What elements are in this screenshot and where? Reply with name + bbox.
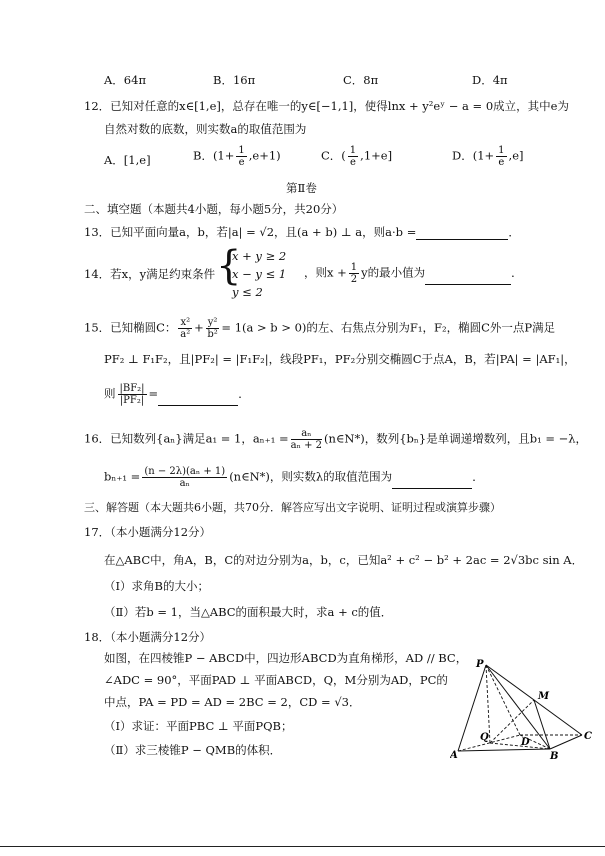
q17-part1: （Ⅰ）求角B的大小； — [104, 579, 209, 593]
q18-stem-2: ∠ADC = 90°，平面PAD ⊥ 平面ABCD，Q，M分别为AD，PC的 — [104, 673, 448, 687]
label-d: D — [521, 737, 530, 748]
fraction: $\frac{1}{e}$ — [349, 145, 357, 168]
q15-question: 则 $\frac{\text{|BF₂|}}{\text{|PF₂|}}$ = ． — [104, 383, 250, 406]
edge-mb — [534, 700, 550, 749]
q17-part2: （Ⅱ）若b = 1，当△ABC的面积最大时，求a + c的值． — [104, 605, 393, 619]
fraction: $\frac{1}{e}$ — [498, 145, 505, 168]
q14-constraint-3: y ≤ 2 — [232, 285, 263, 299]
part-title: 第Ⅱ卷 — [286, 181, 317, 195]
q14-stem-prefix: 14．若x，y满足约束条件 — [84, 267, 216, 281]
label-p: P — [476, 659, 484, 670]
q17-stem: 在△ABC中，角A，B，C的对边分别为a，b，c，已知a² + c² − b² + 2ac = 2√3bc sin A． — [104, 553, 584, 567]
answer-blank — [425, 272, 511, 285]
answer-blank — [158, 393, 238, 406]
pyramid-figure — [450, 655, 600, 765]
q12-option-b: B．(1+ $\frac{1}{e}$ ,e+1) — [193, 145, 281, 168]
edge-bc — [550, 735, 582, 749]
q11-option-c: C．8π — [343, 73, 379, 87]
section-heading-answer: 三、解答题（本大题共6小题，共70分．解答应写出文字说明、证明过程或演算步骤） — [84, 501, 501, 514]
q18-part1: （Ⅰ）求证：平面PBC ⊥ 平面PQB； — [104, 719, 293, 733]
q13-stem: 13．已知平面向量a，b，若|a| = √2，且(a + b) ⊥ a，则a·b = ． — [84, 225, 520, 239]
q17-heading: 17．（本小题满分12分） — [84, 525, 212, 539]
fraction: $\frac{\text{(n − 2λ)(aₙ + 1)}}{\text{aₙ}}$ — [144, 466, 226, 489]
fraction: $\frac{\text{y²}}{\text{b²}}$ — [207, 317, 218, 340]
fraction: $\frac{\text{|BF₂|}}{\text{|PF₂|}}$ — [119, 383, 145, 406]
label-b: B — [550, 751, 559, 762]
fraction: $\frac{1}{2}$ — [350, 262, 358, 285]
q14-constraint-1: x + y ≥ 2 — [232, 249, 287, 263]
edge-qb — [490, 743, 550, 749]
q18-stem-1: 如图，在四棱锥P − ABCD中，四边形ABCD为直角梯形，AD // BC， — [104, 651, 468, 665]
edge-pb — [486, 665, 550, 749]
q16-stem-cont: bₙ₊₁ = $\frac{\text{(n − 2λ)(aₙ + 1)}}{\text{aₙ}}$ (n∈N*)，则实数λ的取值范围为 ． — [104, 466, 484, 489]
label-m: M — [538, 691, 550, 702]
q18-stem-3: 中点，PA = PD = AD = 2BC = 2，CD = √3． — [104, 695, 361, 709]
q14-objective: ，则x + $\frac{1}{2}$ y的最小值为 ． — [304, 262, 523, 285]
answer-blank — [416, 227, 508, 240]
edge-ad — [458, 735, 520, 751]
q11-option-d: D．4π — [472, 73, 508, 87]
q12-option-d: D．(1+ $\frac{1}{e}$ ,e] — [452, 145, 524, 168]
q14-constraint-2: x − y ≤ 1 — [232, 267, 287, 281]
q11-option-b: B．16π — [213, 73, 256, 87]
q12-stem: 12．已知对任意的x∈[1,e]，总存在唯一的y∈[−1,1]，使得lnx + y²eʸ − a = 0成立，其中e为 — [84, 99, 569, 113]
section-heading-fill-in: 二、填空题（本题共4小题，每小题5分，共20分） — [84, 202, 344, 216]
q12-option-a: A．[1,e] — [104, 153, 151, 167]
q11-option-a: A．64π — [104, 73, 146, 87]
q12-stem-cont: 自然对数的底数，则实数a的取值范围为 — [104, 122, 307, 136]
fraction: $\frac{\text{aₙ}}{\text{aₙ + 2}}$ — [290, 428, 323, 451]
q18-heading: 18．（本小题满分12分） — [84, 630, 212, 644]
bottom-rule — [0, 846, 605, 847]
fraction: $\frac{1}{e}$ — [238, 145, 245, 168]
label-c: C — [584, 731, 592, 742]
q15-stem: 15．已知椭圆C： $\frac{\text{x²}}{\text{a²}}$ + $\frac{\text{y²}}{\text{b²}}$ = 1(a > b > 0)的左、右焦点分别为F₁，F₂，椭圆C外一点P满足 — [84, 317, 556, 340]
q16-stem: 16．已知数列{aₙ}满足a₁ = 1，aₙ₊₁ = $\frac{\text{aₙ}}{\text{aₙ + 2}}$ (n∈N*)，数列{bₙ}是单调递增数列，且b₁ = −λ， — [84, 428, 588, 451]
q18-part2: （Ⅱ）求三棱锥P − QMB的体积． — [104, 743, 282, 757]
q15-stem-cont: PF₂ ⊥ F₁F₂，且|PF₂| = |F₁F₂|，线段PF₁，PF₂分别交椭圆C于点A，B，若|PA| = |AF₁|， — [104, 352, 576, 366]
edge-pd — [486, 665, 520, 735]
label-a: A — [450, 750, 458, 761]
q12-option-c: C．( $\frac{1}{e}$ ,1+e] — [321, 145, 393, 168]
fraction: $\frac{\text{x²}}{\text{a²}}$ — [180, 317, 191, 340]
edge-ab — [458, 749, 550, 751]
system-brace: { — [216, 243, 242, 289]
label-q: Q — [480, 732, 489, 743]
answer-blank — [392, 476, 472, 489]
